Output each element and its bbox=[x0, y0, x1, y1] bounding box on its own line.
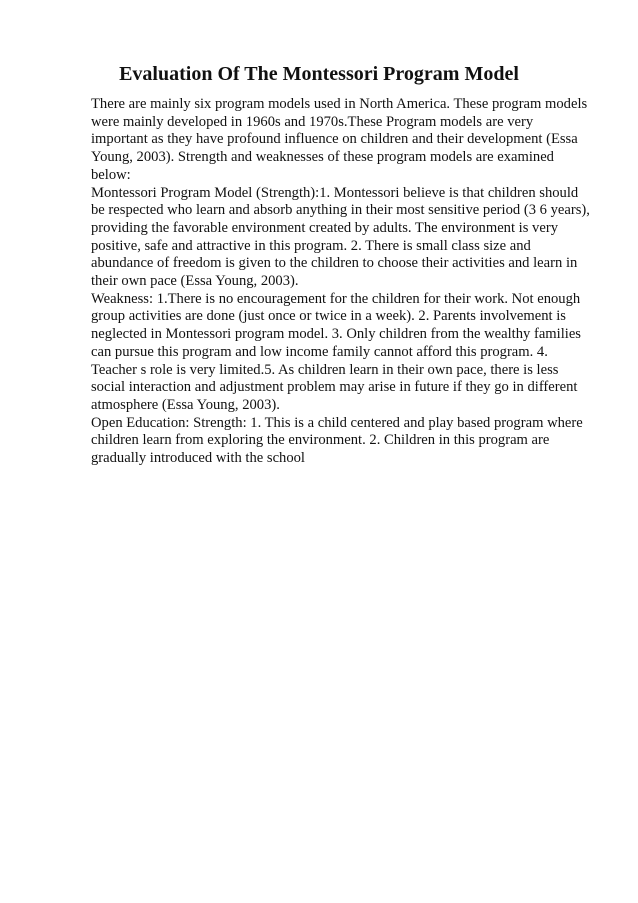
document-title: Evaluation Of The Montessori Program Model bbox=[119, 63, 519, 85]
body-line: atmosphere (Essa Young, 2003). bbox=[91, 396, 280, 413]
body-line: neglected in Montessori program model. 3. Only children from the wealthy families bbox=[91, 326, 581, 343]
body-line: children learn from exploring the environment. 2. Children in this program are bbox=[91, 432, 550, 449]
body-line: Weakness: 1.There is no encouragement for the children for their work. Not enough bbox=[91, 290, 581, 307]
document-body bbox=[91, 96, 591, 468]
body-line: Teacher s role is very limited.5. As children learn in their own pace, there is less bbox=[91, 361, 559, 378]
body-line: Montessori Program Model (Strength):1. Montessori believe is that children should bbox=[91, 184, 579, 201]
body-line: were mainly developed in 1960s and 1970s.These Program models are very bbox=[91, 113, 534, 130]
body-line: positive, safe and attractive in this program. 2. There is small class size and bbox=[91, 237, 531, 254]
body-line: below: bbox=[91, 166, 131, 183]
body-line: gradually introduced with the school bbox=[91, 450, 305, 467]
body-line: be respected who learn and absorb anything in their most sensitive period (3 6 years), bbox=[91, 202, 590, 219]
body-line: important as they have profound influence on children and their development (Essa bbox=[91, 131, 578, 148]
body-line: their own pace (Essa Young, 2003). bbox=[91, 273, 299, 290]
body-line: social interaction and adjustment problem may arise in future if they go in different bbox=[91, 379, 578, 396]
body-line: There are mainly six program models used in North America. These program models bbox=[91, 96, 588, 112]
body-line: group activities are done (just once or twice in a week). 2. Parents involvement is bbox=[91, 308, 566, 325]
body-line: Young, 2003). Strength and weaknesses of these program models are examined bbox=[91, 149, 554, 166]
body-line: can pursue this program and low income family cannot afford this program. 4. bbox=[91, 343, 548, 360]
body-line: Open Education: Strength: 1. This is a child centered and play based program where bbox=[91, 414, 583, 431]
body-line: abundance of freedom is given to the children to choose their activities and learn in bbox=[91, 255, 578, 272]
body-line: providing the favorable environment created by adults. The environment is very bbox=[91, 219, 558, 236]
